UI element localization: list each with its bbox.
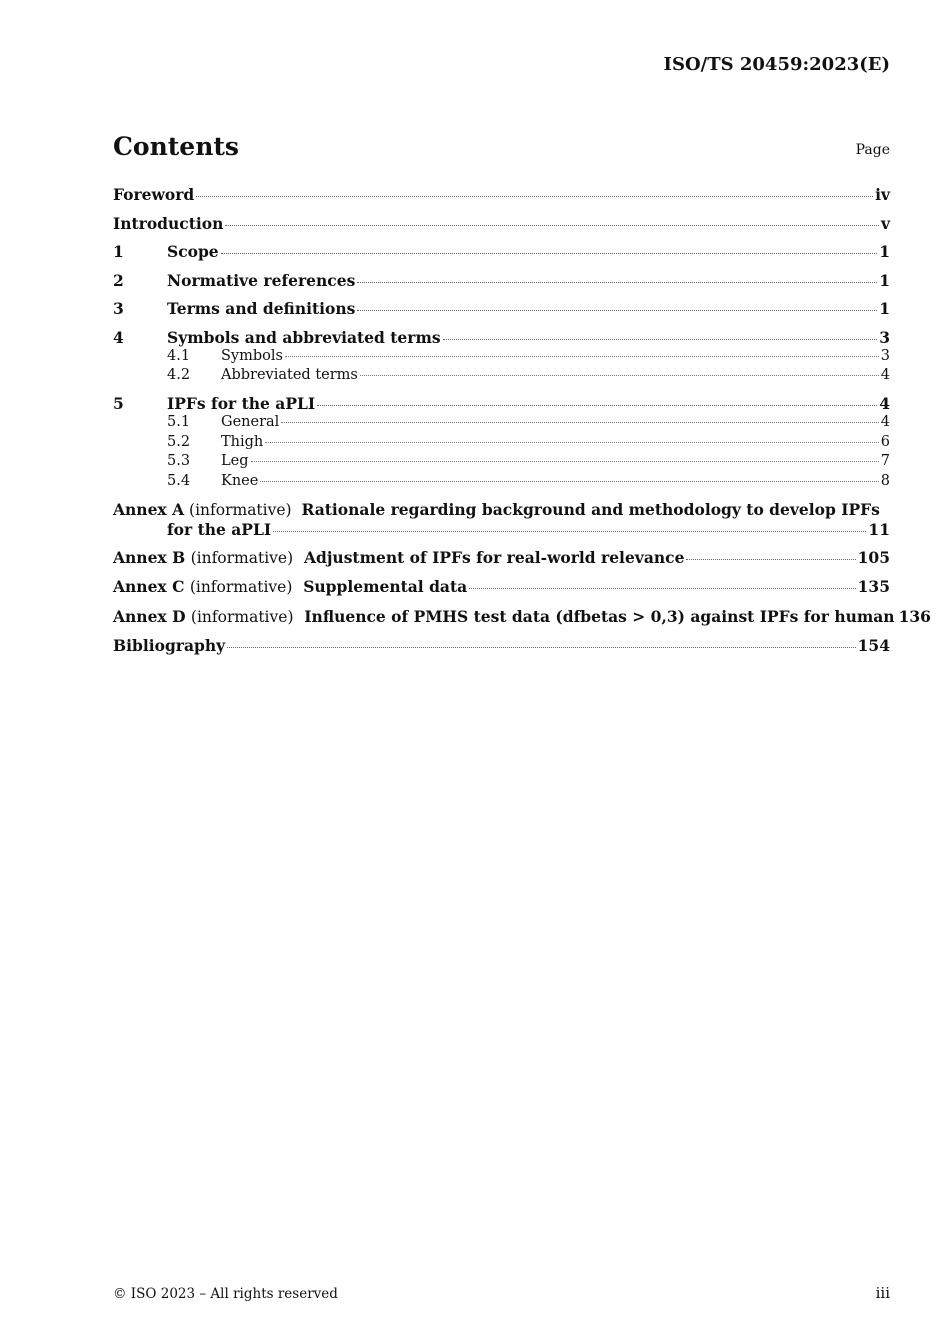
toc-subentry-number: 4.2 xyxy=(167,366,191,383)
toc-entry-label: Terms and definitions xyxy=(167,299,356,318)
contents-title: Contents xyxy=(113,132,240,161)
annex-id: Annex B xyxy=(113,547,186,567)
dot-leader xyxy=(357,282,877,283)
toc-subentry-abbreviated-terms[interactable] xyxy=(113,366,890,385)
annex-type: (informative) xyxy=(189,578,293,597)
toc-entry-page: 154 xyxy=(857,636,890,656)
annex-type: (informative) xyxy=(190,548,294,567)
toc-entry-page: 11 xyxy=(868,519,890,539)
toc-subentry-label: Knee xyxy=(221,472,259,489)
toc-entry-label: IPFs for the aPLI xyxy=(167,394,316,414)
toc-entry-page: iv xyxy=(875,185,890,204)
toc-entry-terms-and-definitions[interactable] xyxy=(113,299,890,318)
dot-leader xyxy=(265,442,878,443)
page-number: iii xyxy=(875,1284,890,1302)
dot-leader xyxy=(281,422,878,423)
toc-subentry-number: 5.3 xyxy=(167,453,191,470)
toc-subentry-general[interactable] xyxy=(113,413,890,432)
dot-leader xyxy=(196,196,873,197)
toc-entry-number: 2 xyxy=(113,270,124,290)
dot-leader xyxy=(227,647,856,648)
toc-entry-page: v xyxy=(880,213,890,233)
toc-entry-page: 4 xyxy=(879,394,890,414)
toc-subentry-number: 5.4 xyxy=(167,472,191,489)
toc-entry-scope[interactable] xyxy=(113,242,890,261)
toc-subentry-page: 8 xyxy=(880,472,890,489)
table-of-contents xyxy=(113,185,931,656)
dot-leader xyxy=(273,531,866,532)
annex-title-line xyxy=(113,500,890,520)
toc-entry-label: Foreword xyxy=(113,185,195,204)
toc-entry-page: 135 xyxy=(857,577,890,597)
toc-entry-annex-a[interactable] xyxy=(113,500,890,539)
toc-subentry-label: General xyxy=(221,414,280,431)
annex-title: Rationale regarding background and methodology to develop IPFs xyxy=(301,499,880,519)
toc-subentry-symbols[interactable] xyxy=(113,347,890,366)
annex-id: Annex C xyxy=(113,577,185,597)
toc-entry-annex-d[interactable] xyxy=(113,606,931,627)
annex-type: (informative) xyxy=(189,500,292,519)
toc-subentry-number: 5.2 xyxy=(167,433,191,450)
toc-subentry-label: Thigh xyxy=(221,433,264,450)
toc-subentry-knee[interactable] xyxy=(113,472,890,491)
toc-subentry-page: 7 xyxy=(880,453,890,470)
dot-leader xyxy=(251,461,879,462)
annex-title: Supplemental data xyxy=(303,577,468,597)
annex-id: Annex A xyxy=(113,499,185,519)
toc-subentry-page: 6 xyxy=(880,433,890,450)
annex-title: Adjustment of IPFs for real-world relevance xyxy=(303,547,685,567)
annex-title-continuation xyxy=(113,520,890,539)
dot-leader xyxy=(225,225,879,226)
toc-subentry-number: 4.1 xyxy=(167,347,191,364)
dot-leader xyxy=(260,481,878,482)
toc-subentry-label: Abbreviated terms xyxy=(221,366,358,383)
toc-entry-page: 3 xyxy=(879,327,890,347)
toc-subentry-leg[interactable] xyxy=(113,452,890,471)
toc-entry-annex-b[interactable] xyxy=(113,548,890,568)
dot-leader xyxy=(443,339,878,340)
annex-heading xyxy=(113,577,467,597)
toc-entry-ipfs-for-the-apli[interactable] xyxy=(113,394,890,413)
dot-leader xyxy=(317,405,877,406)
document-identifier: ISO/TS 20459:2023(E) xyxy=(663,54,890,75)
copyright-notice: © ISO 2023 – All rights reserved xyxy=(113,1286,338,1302)
toc-entry-label: Scope xyxy=(167,242,219,261)
annex-title-cont: for the aPLI xyxy=(167,519,272,539)
dot-leader xyxy=(221,253,878,254)
dot-leader xyxy=(357,310,877,311)
toc-entry-number: 1 xyxy=(113,242,124,261)
toc-entry-page: 136 xyxy=(898,606,931,626)
toc-entry-number: 4 xyxy=(113,327,124,347)
toc-entry-page: 105 xyxy=(857,547,890,567)
toc-entry-annex-c[interactable] xyxy=(113,577,890,597)
toc-entry-label: Symbols and abbreviated terms xyxy=(167,327,441,347)
toc-entry-page: 1 xyxy=(879,270,890,290)
toc-subentry-page: 4 xyxy=(880,414,890,431)
toc-entry-bibliography[interactable] xyxy=(113,636,890,655)
dot-leader xyxy=(686,559,855,560)
toc-subentry-label: Leg xyxy=(221,453,249,470)
toc-entry-page: 1 xyxy=(879,242,890,261)
toc-entry-foreword[interactable] xyxy=(113,185,890,204)
contents-header xyxy=(113,132,890,164)
toc-subentry-number: 5.1 xyxy=(167,414,191,431)
dot-leader xyxy=(285,356,879,357)
toc-subentry-thigh[interactable] xyxy=(113,433,890,452)
toc-entry-label: Introduction xyxy=(113,213,224,233)
toc-entry-symbols-and-abbreviated-terms[interactable] xyxy=(113,328,890,347)
dot-leader xyxy=(360,375,879,376)
page-column-label: Page xyxy=(855,142,890,158)
annex-heading xyxy=(113,548,684,568)
toc-subentry-page: 4 xyxy=(880,366,890,383)
annex-id: Annex D xyxy=(113,606,186,626)
toc-entry-introduction[interactable] xyxy=(113,214,890,233)
annex-heading xyxy=(113,607,895,627)
toc-entry-label: Normative references xyxy=(167,270,356,290)
toc-entry-label: Bibliography xyxy=(113,636,226,656)
toc-entry-page: 1 xyxy=(879,299,890,318)
toc-entry-normative-references[interactable] xyxy=(113,271,890,290)
toc-subentry-page: 3 xyxy=(880,347,890,364)
toc-subentry-label: Symbols xyxy=(221,347,283,364)
toc-entry-number: 3 xyxy=(113,299,124,318)
annex-type: (informative) xyxy=(190,607,294,626)
annex-title: Influence of PMHS test data (dfbetas > 0,3) against IPFs for human xyxy=(304,606,895,626)
toc-entry-number: 5 xyxy=(113,394,124,414)
dot-leader xyxy=(469,588,855,589)
